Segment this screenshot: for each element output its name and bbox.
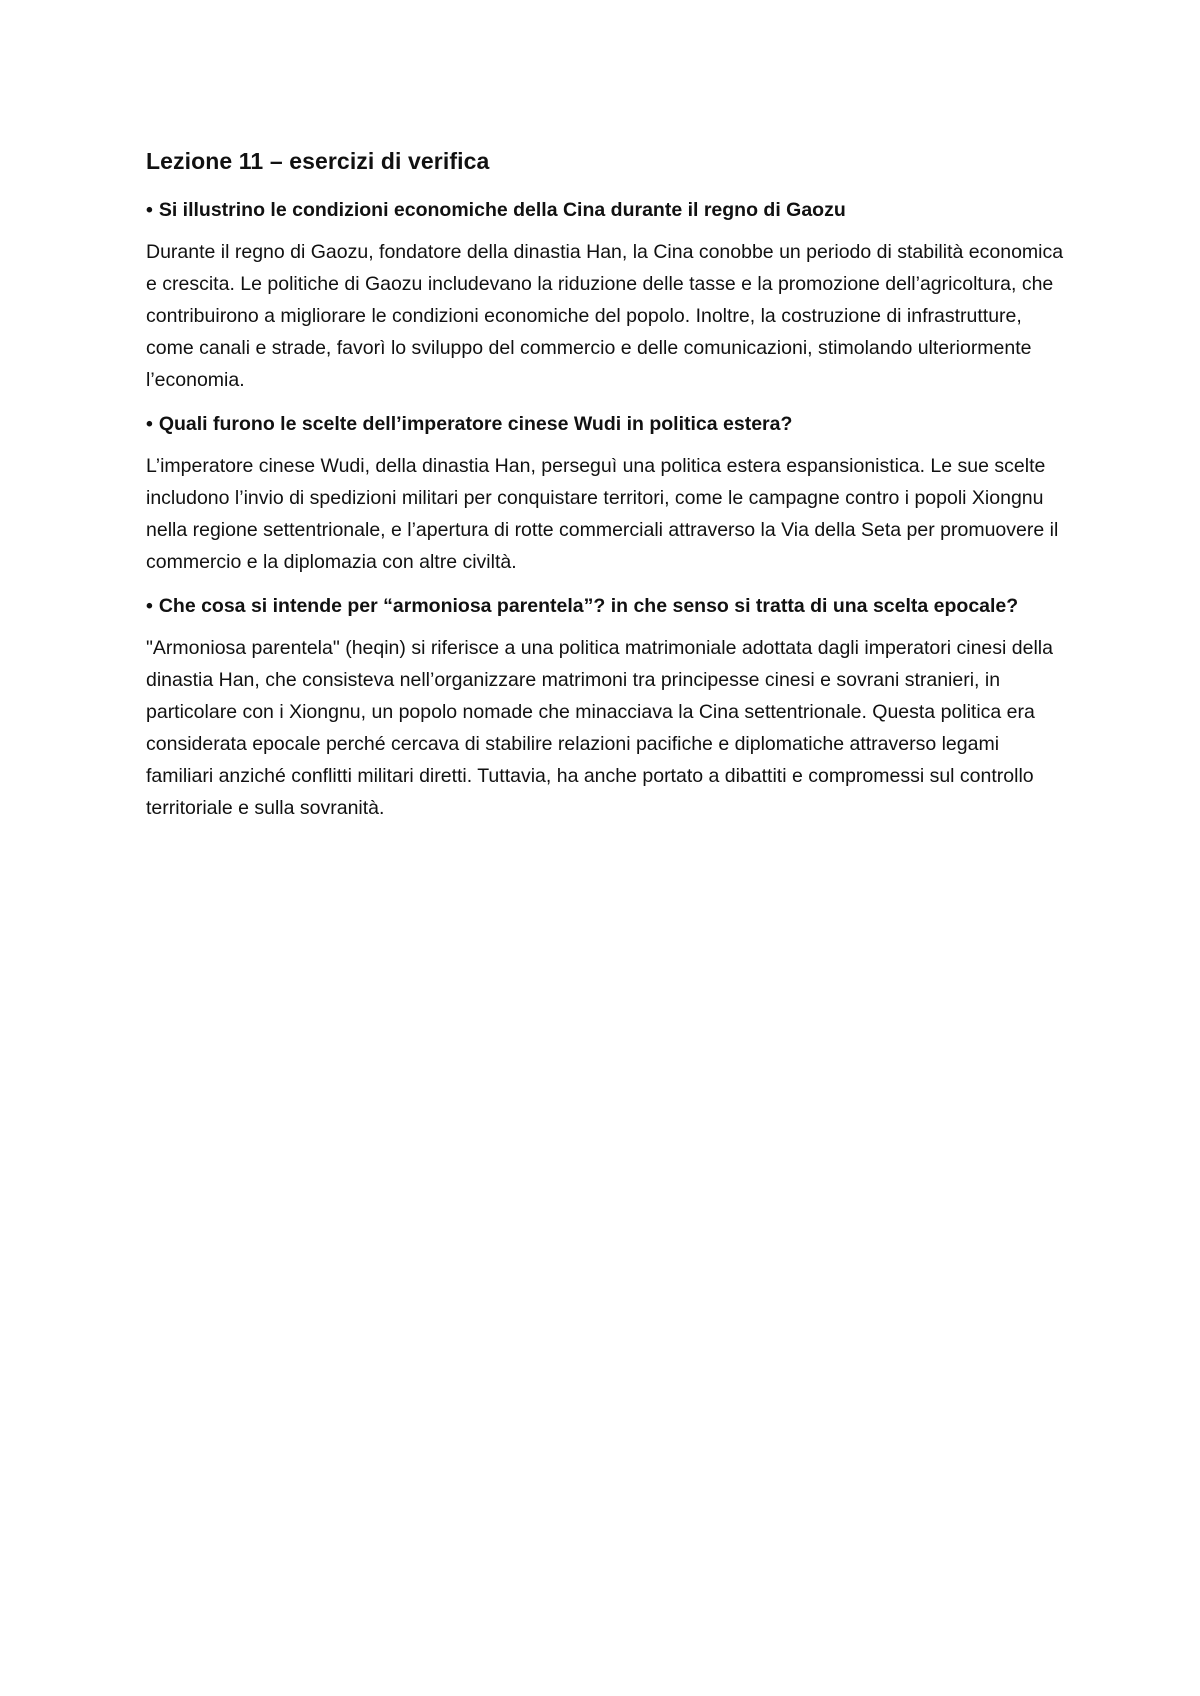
bullet-icon: • bbox=[146, 199, 153, 221]
document-body bbox=[146, 146, 1066, 836]
question-3 bbox=[146, 590, 1066, 622]
answer-2: L’imperatore cinese Wudi, della dinastia Han, perseguì una politica estera espansionistica. Le sue scelte includono l’invio di spedizioni militari per conquistare territori, come le campagne contro i popoli Xiongnu nella regione settentrionale, e l’apertura di rotte commerciali attraverso la Via della Seta per promuovere il commercio e la diplomazia con altre civiltà. bbox=[146, 455, 1059, 573]
question-2-text: Quali furono le scelte dell’imperatore cinese Wudi in politica estera? bbox=[158, 413, 793, 435]
answer-3: "Armoniosa parentela" (heqin) si riferisce a una politica matrimoniale adottata dagli imperatori cinesi della dinastia Han, che consisteva nell’organizzare matrimoni tra principesse cinesi e sovrani stranieri, in particolare con i Xiongnu, un popolo nomade che minacciava la Cina settentrionale. Questa politica era considerata epocale perché cercava di stabilire relazioni pacifiche e diplomatiche attraverso legami familiari anziché conflitti militari diretti. Tuttavia, ha anche portato a dibattiti e compromessi sul controllo territoriale e sulla sovranità. bbox=[146, 637, 1053, 819]
question-1-text: Si illustrino le condizioni economiche della Cina durante il regno di Gaozu bbox=[158, 199, 846, 221]
bullet-icon: • bbox=[146, 413, 153, 435]
question-3-text: Che cosa si intende per “armoniosa parentela”? in che senso si tratta di una scelta epocale? bbox=[158, 595, 1019, 617]
document-title: Lezione 11 – esercizi di verifica bbox=[146, 148, 490, 174]
bullet-icon: • bbox=[146, 595, 153, 617]
question-2 bbox=[146, 408, 1066, 440]
answer-1: Durante il regno di Gaozu, fondatore della dinastia Han, la Cina conobbe un periodo di stabilità economica e crescita. Le politiche di Gaozu includevano la riduzione delle tasse e la promozione dell’agricoltura, che contribuirono a migliorare le condizioni economiche del popolo. Inoltre, la costruzione di infrastrutture, come canali e strade, favorì lo sviluppo del commercio e delle comunicazioni, stimolando ulteriormente l’economia. bbox=[146, 241, 1064, 391]
question-1 bbox=[146, 194, 1066, 226]
